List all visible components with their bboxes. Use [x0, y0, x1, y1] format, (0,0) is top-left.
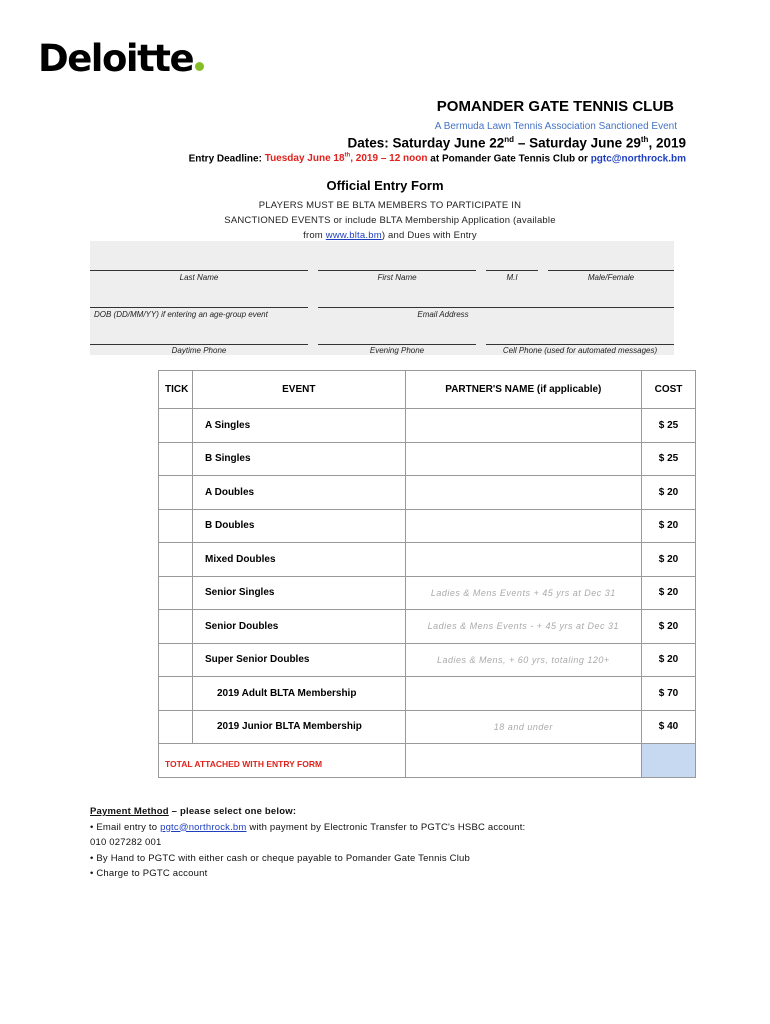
- deloitte-logo: Deloitte: [38, 40, 204, 77]
- player-info-panel: [90, 241, 674, 355]
- event-name: A Doubles: [192, 476, 405, 510]
- tick-box[interactable]: [159, 442, 193, 476]
- payment-option-charge: • Charge to PGTC account: [90, 868, 208, 879]
- mi-line[interactable]: [486, 270, 538, 271]
- partner-name-field[interactable]: [405, 476, 641, 510]
- payment-section: [90, 804, 525, 882]
- event-name: B Doubles: [192, 509, 405, 543]
- total-amount-field[interactable]: [642, 744, 696, 778]
- total-row: [159, 744, 696, 778]
- gender-line[interactable]: [548, 270, 674, 271]
- table-row: [159, 409, 696, 443]
- event-name: 2019 Junior BLTA Membership: [192, 710, 405, 744]
- table-row: [159, 509, 696, 543]
- event-cost: $ 20: [642, 476, 696, 510]
- payment-email-link[interactable]: pgtc@northrock.bm: [160, 821, 247, 833]
- table-row: [159, 442, 696, 476]
- event-cost: $ 20: [642, 543, 696, 577]
- total-label: TOTAL ATTACHED WITH ENTRY FORM: [159, 744, 406, 778]
- payment-option-hand: • By Hand to PGTC with either cash or cheque payable to Pomander Gate Tennis Club: [90, 852, 471, 864]
- mi-label: M.I: [506, 273, 518, 282]
- account-number: 010 027282 001: [90, 837, 162, 848]
- last-name-line[interactable]: [90, 270, 308, 271]
- event-name: B Singles: [192, 442, 405, 476]
- event-dates: Dates: Saturday June 22nd – Saturday June 29th, 2019: [347, 135, 686, 151]
- deadline-email-link[interactable]: pgtc@northrock.bm: [590, 153, 686, 165]
- tick-box[interactable]: [159, 576, 193, 610]
- event-cost: $ 70: [642, 677, 696, 711]
- event-cost: $ 20: [642, 610, 696, 644]
- tick-box[interactable]: [159, 509, 193, 543]
- cost-header: COST: [642, 371, 696, 409]
- event-name: Mixed Doubles: [192, 543, 405, 577]
- email-line[interactable]: [318, 307, 674, 308]
- first-name-label: First Name: [377, 273, 417, 282]
- blta-link[interactable]: www.blta.bm: [325, 230, 382, 241]
- event-name: Senior Singles: [192, 576, 405, 610]
- cell-line[interactable]: [486, 344, 674, 345]
- table-row: [159, 677, 696, 711]
- event-cost: $ 25: [642, 442, 696, 476]
- email-label: Email Address: [417, 310, 469, 319]
- partner-name-field[interactable]: [405, 442, 641, 476]
- event-cost: $ 20: [642, 509, 696, 543]
- payment-option-email: • Email entry to pgtc@northrock.bm with payment by Electronic Transfer to PGTC's HSBC account:: [90, 821, 526, 833]
- club-title: POMANDER GATE TENNIS CLUB: [436, 98, 674, 115]
- logo-dot: [195, 62, 204, 71]
- gender-label: Male/Female: [587, 273, 635, 282]
- tick-box[interactable]: [159, 476, 193, 510]
- partner-name-field[interactable]: [405, 509, 641, 543]
- eve-phone-line[interactable]: [318, 344, 476, 345]
- event-name: Senior Doubles: [192, 610, 405, 644]
- dob-label: DOB (DD/MM/YY) if entering an age-group event: [94, 310, 268, 319]
- tick-box[interactable]: [159, 409, 193, 443]
- tick-box[interactable]: [159, 610, 193, 644]
- tick-box[interactable]: [159, 710, 193, 744]
- event-cost: $ 25: [642, 409, 696, 443]
- event-header: EVENT: [192, 371, 405, 409]
- tick-header: TICK: [159, 371, 193, 409]
- table-row: [159, 576, 696, 610]
- partner-name-field[interactable]: Ladies & Mens, + 60 yrs, totaling 120+: [405, 643, 641, 677]
- partner-name-field[interactable]: Ladies & Mens Events + 45 yrs at Dec 31: [405, 576, 641, 610]
- first-name-line[interactable]: [318, 270, 476, 271]
- event-name: Super Senior Doubles: [192, 643, 405, 677]
- event-name: 2019 Adult BLTA Membership: [192, 677, 405, 711]
- partner-header: PARTNER'S NAME (if applicable): [405, 371, 641, 409]
- membership-notice: PLAYERS MUST BE BLTA MEMBERS TO PARTICIPATE IN SANCTIONED EVENTS or include BLTA Membership Application (available from www.blta.bm) and Dues with Entry: [224, 200, 556, 241]
- table-row: [159, 643, 696, 677]
- total-spacer: [405, 744, 641, 778]
- table-row: [159, 543, 696, 577]
- table-row: [159, 476, 696, 510]
- eve-phone-label: Evening Phone: [369, 346, 425, 355]
- cell-label: Cell Phone (used for automated messages): [502, 346, 658, 355]
- event-name: A Singles: [192, 409, 405, 443]
- partner-name-field[interactable]: 18 and under: [405, 710, 641, 744]
- partner-name-field[interactable]: [405, 409, 641, 443]
- tick-box[interactable]: [159, 643, 193, 677]
- day-phone-label: Daytime Phone: [171, 346, 227, 355]
- tick-box[interactable]: [159, 543, 193, 577]
- partner-name-field[interactable]: [405, 677, 641, 711]
- event-cost: $ 40: [642, 710, 696, 744]
- table-header-row: [159, 371, 696, 409]
- entry-deadline: Entry Deadline: Tuesday June 18th, 2019 – 12 noon at Pomander Gate Tennis Club or pgtc@northrock.bm: [188, 153, 686, 165]
- event-cost: $ 20: [642, 576, 696, 610]
- day-phone-line[interactable]: [90, 344, 308, 345]
- table-row: [159, 710, 696, 744]
- partner-name-field[interactable]: Ladies & Mens Events - + 45 yrs at Dec 31: [405, 610, 641, 644]
- partner-name-field[interactable]: [405, 543, 641, 577]
- event-cost: $ 20: [642, 643, 696, 677]
- last-name-label: Last Name: [179, 273, 219, 282]
- tick-box[interactable]: [159, 677, 193, 711]
- events-table: [158, 370, 696, 778]
- dob-line[interactable]: [90, 307, 308, 308]
- payment-heading: Payment Method – please select one below:: [90, 806, 297, 817]
- event-subtitle: A Bermuda Lawn Tennis Association Sanctioned Event: [434, 121, 677, 132]
- form-title: Official Entry Form: [326, 178, 444, 193]
- table-row: [159, 610, 696, 644]
